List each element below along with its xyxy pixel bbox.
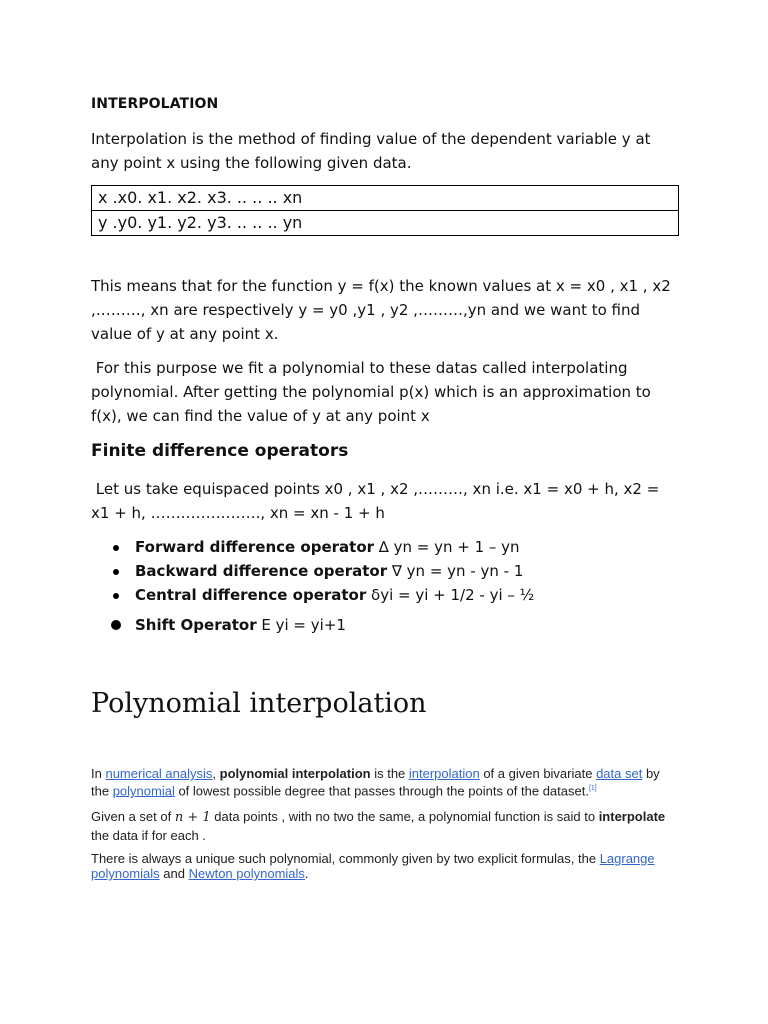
math-expression: n + 1 — [174, 810, 211, 825]
text: is the — [370, 766, 409, 781]
text: data points , with no two the same, a polynomial function is said to — [210, 809, 599, 824]
text: In — [91, 766, 106, 781]
table-row-x: x .x0. x1. x2. x3. .. .. .. xn — [98, 188, 303, 207]
text: There is always a unique such polynomial, commonly given by two explicit formulas, the — [91, 851, 600, 866]
bold-term: interpolate — [598, 809, 666, 824]
equispaced-paragraph: Let us take equispaced points x0 , x1 , x2 ,………, xn i.e. x1 = x0 + h, x2 = x1 + h, …………………., xn = xn - 1 + h — [91, 480, 665, 522]
link-interpolation[interactable]: interpolation — [408, 766, 480, 781]
finite-difference-heading: Finite difference operators — [91, 441, 349, 461]
link-polynomial[interactable]: polynomial — [112, 783, 175, 799]
operator-name: Forward difference operator — [135, 538, 375, 556]
text: by the — [91, 766, 660, 799]
text: , — [212, 766, 220, 781]
wiki-paragraph-1 — [91, 766, 681, 798]
reference-link[interactable]: [1] — [588, 785, 597, 792]
bullet-icon — [113, 545, 119, 551]
operator-formula: δyi = yi + 1/2 - yi – ½ — [366, 586, 535, 604]
operator-name: Shift Operator — [135, 616, 257, 634]
meaning-paragraph: This means that for the function y = f(x) the known values at x = x0 , x1 , x2 ,………, xn are respectively y = y0 ,y1 , y2 ,………,yn and we want to find value of y at any point x. — [91, 277, 671, 343]
link-lagrange-polynomials[interactable]: Lagrange polynomials — [91, 851, 655, 881]
list-item — [91, 583, 681, 607]
link-numerical-analysis[interactable]: numerical analysis — [105, 766, 213, 781]
wiki-paragraph-3 — [91, 851, 681, 881]
bullet-icon — [113, 569, 119, 575]
link-data-set[interactable]: data set — [596, 766, 643, 781]
intro-paragraph: Interpolation is the method of finding value of the dependent variable y at any point x using the following given data. — [91, 130, 651, 172]
purpose-paragraph: For this purpose we fit a polynomial to these datas called interpolating polynomial. After getting the polynomial p(x) which is an approximation to f(x), we can find the value of y at any point x — [91, 359, 656, 425]
list-item — [91, 535, 681, 559]
main-heading: INTERPOLATION — [91, 96, 219, 112]
list-item — [91, 613, 681, 637]
list-item — [91, 559, 681, 583]
operator-list — [91, 535, 681, 637]
wiki-paragraph-2 — [91, 808, 681, 845]
text: the data if for each . — [91, 828, 206, 843]
text: Given a set of — [91, 809, 175, 824]
table-row-y: y .y0. y1. y2. y3. .. .. .. yn — [92, 210, 678, 235]
data-table — [91, 185, 679, 236]
text: of lowest possible degree that passes through the points of the dataset. — [174, 783, 589, 799]
link-newton-polynomials[interactable]: Newton polynomials — [188, 866, 305, 881]
operator-name: Backward difference operator — [135, 562, 388, 580]
text: . — [304, 866, 309, 881]
bullet-icon — [111, 620, 121, 630]
operator-formula: ∆ yn = yn + 1 – yn — [374, 538, 520, 556]
polynomial-interpolation-title: Polynomial interpolation — [91, 688, 427, 719]
operator-formula: E yi = yi+1 — [256, 616, 346, 634]
bullet-icon — [113, 593, 119, 599]
text: of a given bivariate — [479, 766, 597, 781]
operator-name: Central difference operator — [135, 586, 367, 604]
operator-formula: ∇ yn = yn - yn - 1 — [387, 562, 524, 580]
text: and — [159, 866, 189, 881]
bold-term: polynomial interpolation — [219, 766, 371, 781]
